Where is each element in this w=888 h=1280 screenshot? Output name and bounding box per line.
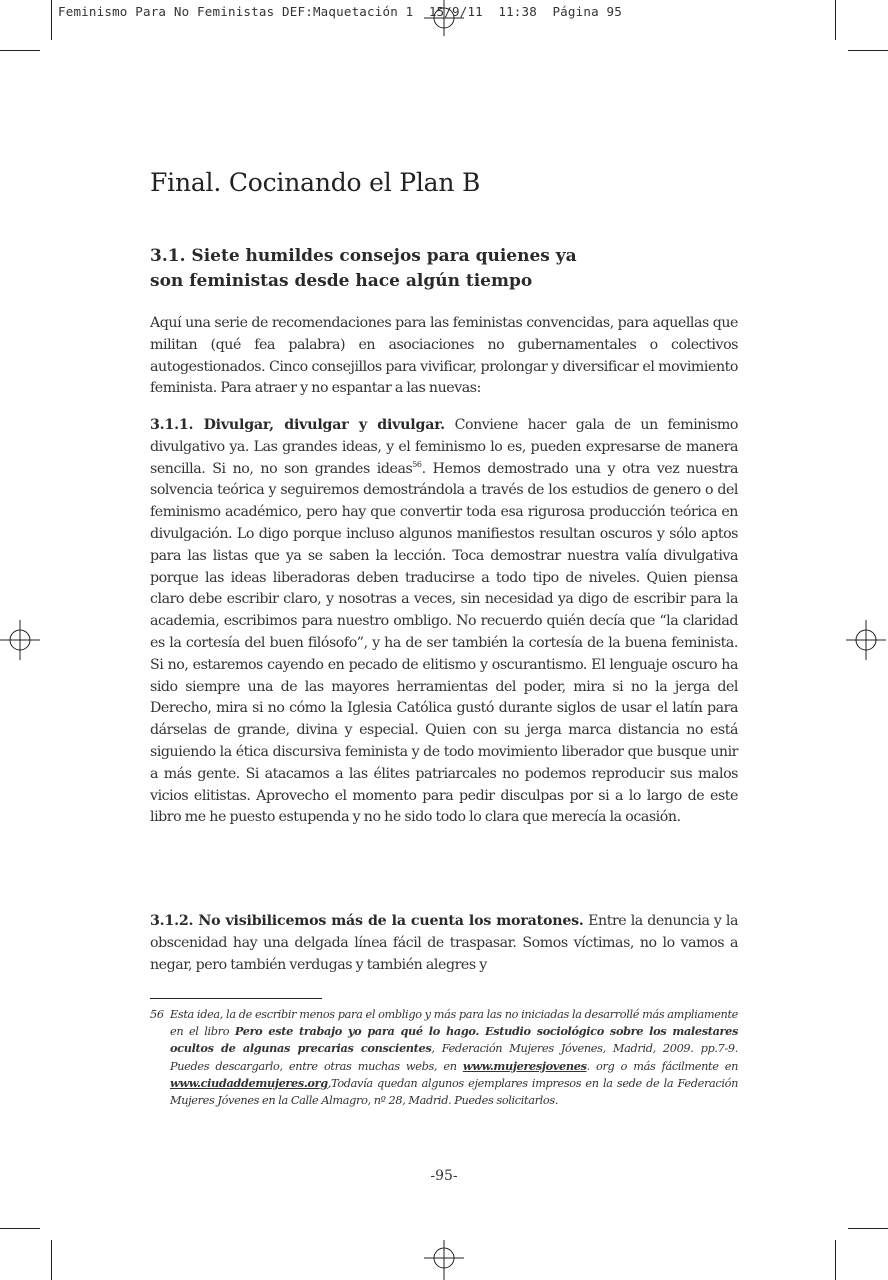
section-title <box>150 244 670 294</box>
crop-mark <box>0 1228 40 1229</box>
crop-mark <box>835 1240 836 1280</box>
page-number: -95- <box>430 1168 458 1184</box>
footnote-link[interactable]: www.mujeresjovenes <box>462 1058 587 1073</box>
crop-mark <box>848 50 888 51</box>
registration-mark-icon <box>0 620 40 660</box>
footnote-link[interactable]: www.ciudaddemujeres.org <box>170 1075 328 1090</box>
print-slug-line: Feminismo Para No Feministas DEF:Maquetación 1 15/9/11 11:38 Página 95 <box>58 4 622 19</box>
footnote-divider <box>150 998 322 999</box>
crop-mark <box>835 0 836 40</box>
intro-paragraph: Aquí una serie de recomendaciones para las feministas convencidas, para aquellas que militan (qué fea palabra) en asociaciones no gubernamentales o colectivos autogestionados. Cinco consejillos para vivificar, prolongar y diversificar el movimiento feminista. Para atraer y no espantar a las nuevas: <box>150 315 738 397</box>
crop-mark <box>0 50 40 51</box>
registration-mark-icon <box>846 620 886 660</box>
advice-item-1 <box>150 415 738 829</box>
registration-mark-icon <box>424 1240 464 1280</box>
advice-text: Conviene hacer gala de un feminismo divulgativo ya. Las grandes ideas, y el feminismo lo es, pueden expresarse de manera sencilla. Si no, no son grandes ideas <box>150 417 738 477</box>
crop-mark <box>51 1240 52 1280</box>
footnote: 56 Esta idea, la de escribir menos para el ombligo y más para las no iniciadas la desarrollé más ampliamente en el libro Pero este trabajo yo para qué lo hago. Estudio sociológico sobre los malestares ocultos de algunas precarias conscientes, Federación Mujeres Jóvenes, Madrid, 2009. pp.7-9. Puedes descargarlo, entre otras muchas webs, en www.mujeresjovenes. org o más fácilmente en www.ciudaddemujeres.org,Todavía quedan algunos ejemplares impresos en la sede de la Federación Mujeres Jóvenes en la Calle Almagro, nº 28, Madrid. Puedes solicitarlos. <box>150 1008 738 1108</box>
crop-mark <box>848 1228 888 1229</box>
registration-mark-icon <box>424 0 464 40</box>
chapter-title: Final. Cocinando el Plan B <box>150 168 481 197</box>
advice-heading: 3.1.2. No visibilicemos más de la cuenta los moratones. <box>150 913 584 929</box>
advice-text: Entre la denuncia y la obscenidad hay una delgada línea fácil de traspasar. Somos víctimas, no lo vamos a negar, pero también verdugas y también alegres y <box>150 913 738 973</box>
section-title-line: son feministas desde hace algún tiempo <box>150 271 533 291</box>
book-title: Pero este trabajo yo para qué lo hago. Estudio sociológico sobre los malestares ocultos de algunas precarias conscientes <box>170 1024 738 1056</box>
footnote-reference[interactable]: 56 <box>412 459 422 469</box>
advice-text: . Hemos demostrado una y otra vez nuestra solvencia teórica y seguiremos demostrándola a través de los estudios de genero o del feminismo académico, pero hay que convertir toda esa rigurosa producción teórica en divulgación. Lo digo porque incluso algunos manifiestos resultan oscuros y sólo aptos para las listas que ya se saben la lección. Toca demostrar nuestra valía divulgativa porque las ideas liberadoras deben traducirse a todo tipo de niveles. Quien piensa claro debe escribir claro, y nosotras a veces, sin necesidad ya digo de escribir para la academia, escribimos para nuestro ombligo. No recuerdo quién decía que “la claridad es la cortesía del buen filósofo”, y ha de ser también la cortesía de la buena feminista. Si no, estaremos cayendo en pecado de elitismo y oscurantismo. El lenguaje oscuro ha sido siempre una de las mayores herramientas del poder, mira si no la jerga del Derecho, mira si no cómo la Iglesia Católica gustó durante siglos de usar el latín para dárselas de grande, divina y especial. Quien con su jerga marca distancia no está siguiendo la ética discursiva feminista y de todo movimiento liberador que busque unir a más gente. Si atacamos a las élites patriarcales no podemos reproducir sus malos vicios elitistas. Aprovecho el momento para pedir disculpas por si a lo largo de este libro me he puesto estupenda y no he sido todo lo clara que merecía la ocasión. <box>150 460 738 826</box>
crop-mark <box>51 0 52 40</box>
advice-heading: 3.1.1. Divulgar, divulgar y divulgar. <box>150 417 445 433</box>
section-title-line: 3.1. Siete humildes consejos para quienes ya <box>150 246 577 266</box>
advice-item-2 <box>150 911 738 976</box>
footnote-number: 56 <box>150 1008 164 1021</box>
